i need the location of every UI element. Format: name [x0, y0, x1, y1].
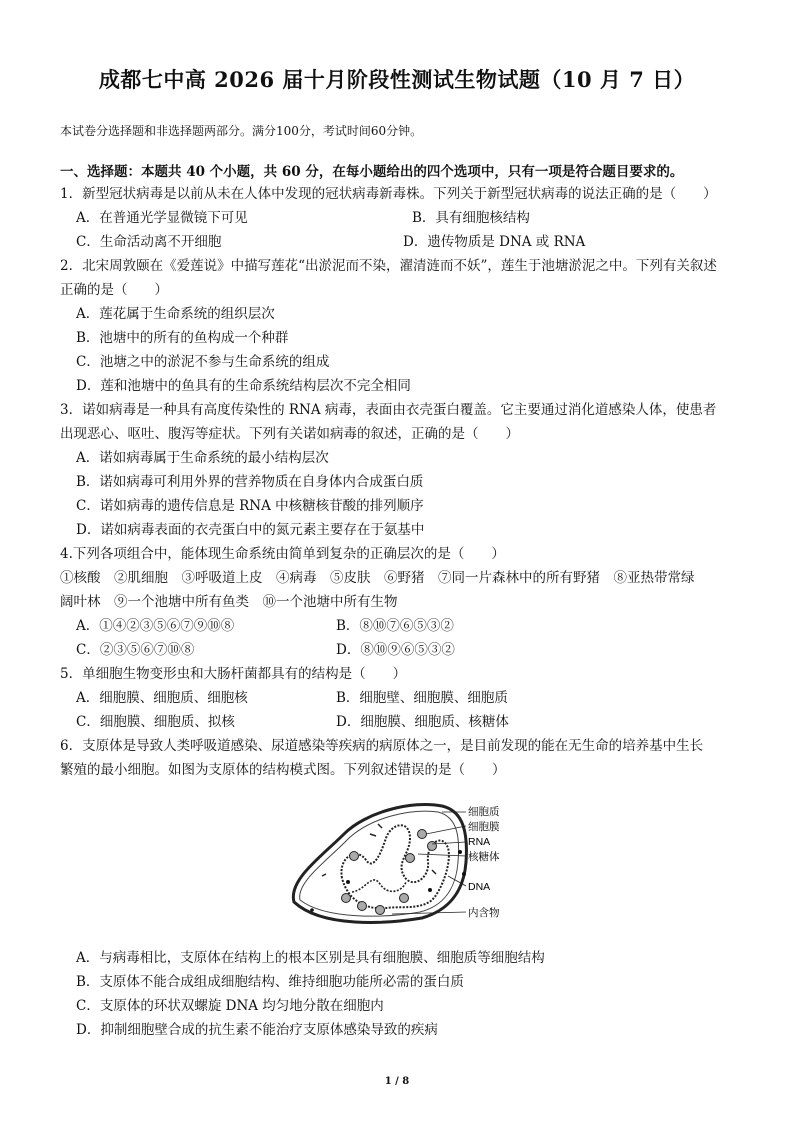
- inclusion: [458, 850, 462, 854]
- cell-inner-outline: [300, 811, 459, 916]
- dna-inner-loop: [352, 880, 406, 892]
- q4-stem: 4.下列各项组合中，能体现生命系统由简单到复杂的正确层次的是（ ）: [60, 546, 505, 562]
- q1-option-a: A．在普通光学显微镜下可见: [76, 210, 248, 226]
- q3-option-d: D．诺如病毒表面的衣壳蛋白中的氮元素主要存在于氨基中: [76, 522, 425, 538]
- q6-option-a: A．与病毒相比，支原体在结构上的根本区别是具有细胞膜、细胞质等细胞结构: [76, 950, 545, 966]
- q6-option-b: B．支原体不能合成组成细胞结构、维持细胞功能所必需的蛋白质: [76, 974, 464, 990]
- q5-option-b: B．细胞壁、细胞膜、细胞质: [336, 690, 508, 706]
- q3-option-b: B．诺如病毒可利用外界的营养物质在自身体内合成蛋白质: [76, 474, 424, 490]
- q4-items-line2: 阔叶林 ⑨一个池塘中所有鱼类 ⑩一个池塘中所有生物: [60, 594, 398, 610]
- label-ribosome: 核糖体: [468, 851, 500, 863]
- q6-stem-line1: 6．支原体是导致人类呼吸道感染、尿道感染等疾病的病原体之一，是目前发现的能在无生命的培养基中生长: [60, 738, 704, 754]
- pointer-line: [426, 826, 466, 834]
- q3-stem-line2: 出现恶心、呕吐、腹泻等症状。下列有关诺如病毒的叙述，正确的是（ ）: [60, 426, 519, 442]
- label-cytoplasm: 细胞质: [468, 806, 500, 818]
- inclusion: [346, 880, 350, 884]
- q6-option-c: C．支原体的环状双螺旋 DNA 均匀地分散在细胞内: [76, 998, 384, 1014]
- ribosome: [350, 852, 359, 861]
- section-heading: 一、选择题：本题共 40 个小题，共 60 分，在每小题给出的四个选项中，只有一项是符合题目要求的。: [60, 164, 684, 180]
- ribosome: [400, 894, 409, 903]
- q1-stem: 1．新型冠状病毒是以前从未在人体中发现的冠状病毒新毒株。下列关于新型冠状病毒的说法正确的是（ ）: [60, 186, 717, 202]
- dna-loop: [341, 825, 448, 908]
- q2-option-d: D．莲和池塘中的鱼具有的生命系统结构层次不完全相同: [76, 378, 411, 394]
- q5-option-a: A．细胞膜、细胞质、细胞核: [76, 690, 248, 706]
- q1-option-b: B．具有细胞核结构: [412, 210, 530, 226]
- ribosome: [406, 854, 415, 863]
- q3-option-c: C．诺如病毒的遗传信息是 RNA 中核糖核苷酸的排列顺序: [76, 498, 424, 514]
- q2-option-a: A．莲花属于生命系统的组织层次: [76, 306, 275, 322]
- inclusion: [310, 908, 314, 912]
- inclusion: [428, 888, 432, 892]
- exam-intro: 本试卷分选择题和非选择题两部分。满分100分，考试时间60分钟。: [60, 124, 423, 138]
- q5-stem: 5．单细胞生物变形虫和大肠杆菌都具有的结构是（ ）: [60, 666, 407, 682]
- exam-title: 成都七中高 2026 届十月阶段性测试生物试题（10 月 7 日）: [98, 67, 696, 92]
- q6-option-d: D．抑制细胞壁合成的抗生素不能治疗支原体感染导致的疾病: [76, 1022, 438, 1038]
- q4-items-line1: ①核酸 ②肌细胞 ③呼吸道上皮 ④病毒 ⑤皮肤 ⑥野猪 ⑦同一片森林中的所有野猪 ⑧亚热带常绿: [60, 570, 695, 586]
- q3-option-a: A．诺如病毒属于生命系统的最小结构层次: [76, 450, 329, 466]
- q6-stem-line2: 繁殖的最小细胞。如图为支原体的结构模式图。下列叙述错误的是（ ）: [60, 762, 506, 778]
- label-dna: DNA: [468, 881, 491, 893]
- cell-membrane-outline: [293, 804, 466, 922]
- q4-option-a: A．①④②③⑤⑥⑦⑨⑩⑧: [76, 618, 235, 634]
- ribosome: [428, 842, 437, 851]
- q1-option-c: C．生命活动离不开细胞: [76, 234, 222, 250]
- q1-option-d: D．遗传物质是 DNA 或 RNA: [403, 234, 586, 250]
- pointer-line: [432, 842, 466, 844]
- label-cell-membrane: 细胞膜: [468, 821, 500, 833]
- q2-option-c: C．池塘之中的淤泥不参与生命系统的组成: [76, 354, 330, 370]
- q4-option-d: D．⑧⑩⑨⑥⑤③②: [336, 642, 455, 658]
- pointer-line: [392, 912, 466, 914]
- q2-option-b: B．池塘中的所有的鱼构成一个种群: [76, 330, 289, 346]
- q2-stem-line1: 2．北宋周敦颐在《爱莲说》中描写莲花“出淤泥而不染，濯清涟而不妖”，莲生于池塘淤泥之中。下列有关叙述: [60, 258, 717, 274]
- q4-option-c: C．②③⑤⑥⑦⑩⑧: [76, 642, 195, 658]
- ribosome: [342, 894, 351, 903]
- q5-option-c: C．细胞膜、细胞质、拟核: [76, 714, 235, 730]
- ribosome: [418, 830, 427, 839]
- label-rna: RNA: [468, 836, 491, 848]
- page-number: 1 / 8: [384, 1076, 410, 1087]
- q2-stem-line2: 正确的是（ ）: [60, 282, 168, 298]
- inclusion: [462, 872, 466, 876]
- q5-option-d: D．细胞膜、细胞质、核糖体: [336, 714, 509, 730]
- q3-stem-line1: 3．诺如病毒是一种具有高度传染性的 RNA 病毒，表面由衣壳蛋白覆盖。它主要通过消化道感染人体，使患者: [60, 402, 717, 418]
- ribosome: [376, 906, 385, 915]
- ribosome: [358, 902, 367, 911]
- label-inclusion: 内含物: [468, 907, 500, 919]
- q4-option-b: B．⑧⑩⑦⑥⑤③②: [336, 618, 454, 634]
- mycoplasma-diagram: [282, 798, 522, 928]
